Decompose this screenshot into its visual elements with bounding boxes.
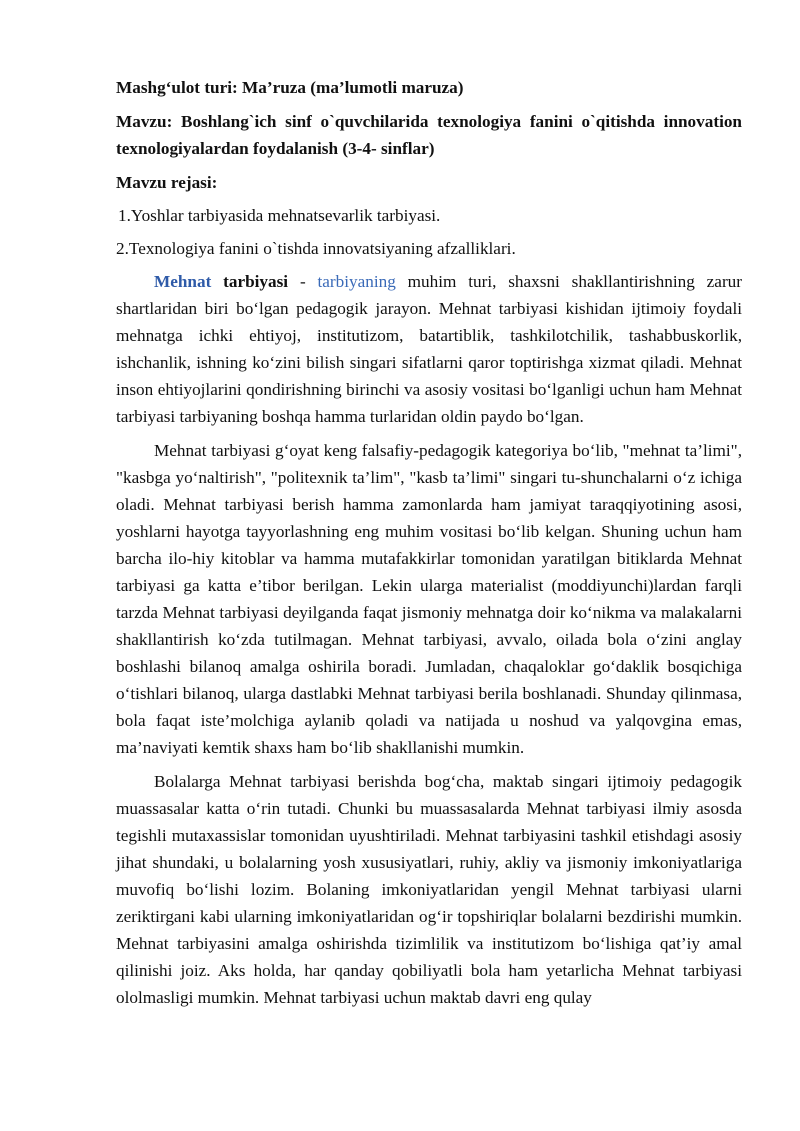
mehnat-link[interactable]: Mehnat (154, 272, 212, 291)
paragraph-1 (116, 268, 742, 430)
document-page (116, 68, 742, 1018)
plan-item-2: 2.Texnologiya fanini o`tishda innovatsiyaning afzalliklari. (116, 239, 516, 258)
tarbiyasi-bold: tarbiyasi (211, 272, 289, 291)
paragraph-1-text: muhim turi, shaxsni shakllantirishning zarur shartlaridan biri bo‘lgan pedagogik jarayon. Mehnat tarbiyasi kishidan ijtimoiy foydali mehnatga ichki ehtiyoj, institutizom, batartiblik, tashkilotchilik, tashabbuskorlik, ishchanlik, ishning ko‘zini bilish singari sifatlarni qaror toptirishga xizmat qiladi. Mehnat inson ehtiyojlarini qondirishning birinchi va asosiy vositasi bo‘lganligi uchun ham Mehnat tarbiyasi tarbiyaning boshqa hamma turlaridan oldin paydo bo‘lgan. (116, 272, 742, 426)
dash-text: - (288, 272, 318, 291)
plan-heading: Mavzu rejasi: (116, 173, 218, 192)
plan-item-1: 1.Yoshlar tarbiyasida mehnatsevarlik tarbiyasi. (118, 206, 441, 225)
lesson-type-heading: Mashg‘ulot turi: Ma’ruza (ma’lumotli maruza) (116, 78, 464, 97)
topic-heading: Mavzu: Boshlang`ich sinf o`quvchilarida texnologiya fanini o`qitishda innovation texnologiyalardan foydalanish (3-4- sinflar) (116, 112, 742, 158)
paragraph-2: Mehnat tarbiyasi g‘oyat keng falsafiy-pedagogik kategoriya bo‘lib, "mehnat ta’limi", "kasbga yo‘naltirish", "politexnik ta’lim", "kasb ta’limi" singari tu-shunchalarni o‘z ichiga oladi. Mehnat tarbiyasi berish hamma zamonlarda ham jamiyat taraqqiyotining asosi, yoshlarni hayotga tayyorlashning eng muhim vositasi bo‘lib kelgan. Shuning uchun ham barcha ilo-hiy kitoblar va hamma mutafakkirlar tomonidan yaratilgan bitiklarda Mehnat tarbiyasi ga katta e’tibor berilgan. Lekin ularga materialist (moddiyunchi)lardan farqli tarzda Mehnat tarbiyasi deyilganda faqat jismoniy mehnatga doir ko‘nikma va malakalarni shakllantirish ko‘zda tutilmagan. Mehnat tarbiyasi, avvalo, oilada bola o‘zini anglay boshlashi bilanoq amalga oshirila boradi. Jumladan, chaqaloklar go‘daklik bosqichiga o‘tishlari bilanoq, ularga dastlabki Mehnat tarbiyasi berila boshlanadi. Shunday qilinmasa, bola faqat iste’molchiga aylanib qoladi va natijada u noshud va yalqovgina emas, ma’naviyati kemtik shaxs ham bo‘lib shakllanishi mumkin. (116, 441, 742, 757)
paragraph-3: Bolalarga Mehnat tarbiyasi berishda bog‘cha, maktab singari ijtimoiy pedagogik muassasalar katta o‘rin tutadi. Chunki bu muassasalarda Mehnat tarbiyasi ilmiy asosda tegishli mutaxassislar tomonidan uyushtiriladi. Mehnat tarbiyasini tashkil etishdagi asosiy jihat shundaki, u bolalarning yosh xususiyatlari, ruhiy, akliy va jismoniy imkoniyatlariga muvofiq bo‘lishi lozim. Bolaning imkoniyatlaridan yengil Mehnat tarbiyasi ularni zeriktirgani kabi ularning imkoniyatlaridan og‘ir topshiriqlar bolalarni bezdirishi mumkin. Mehnat tarbiyasini amalga oshirishda tizimlilik va institutizom bo‘lishiga qat’iy amal qilinishi joiz. Aks holda, har qanday qobiliyatli bola ham yetarlicha Mehnat tarbiyasi ololmasligi mumkin. Mehnat tarbiyasi uchun maktab davri eng qulay (116, 772, 742, 1007)
tarbiyaning-link[interactable]: tarbiyaning (317, 272, 396, 291)
